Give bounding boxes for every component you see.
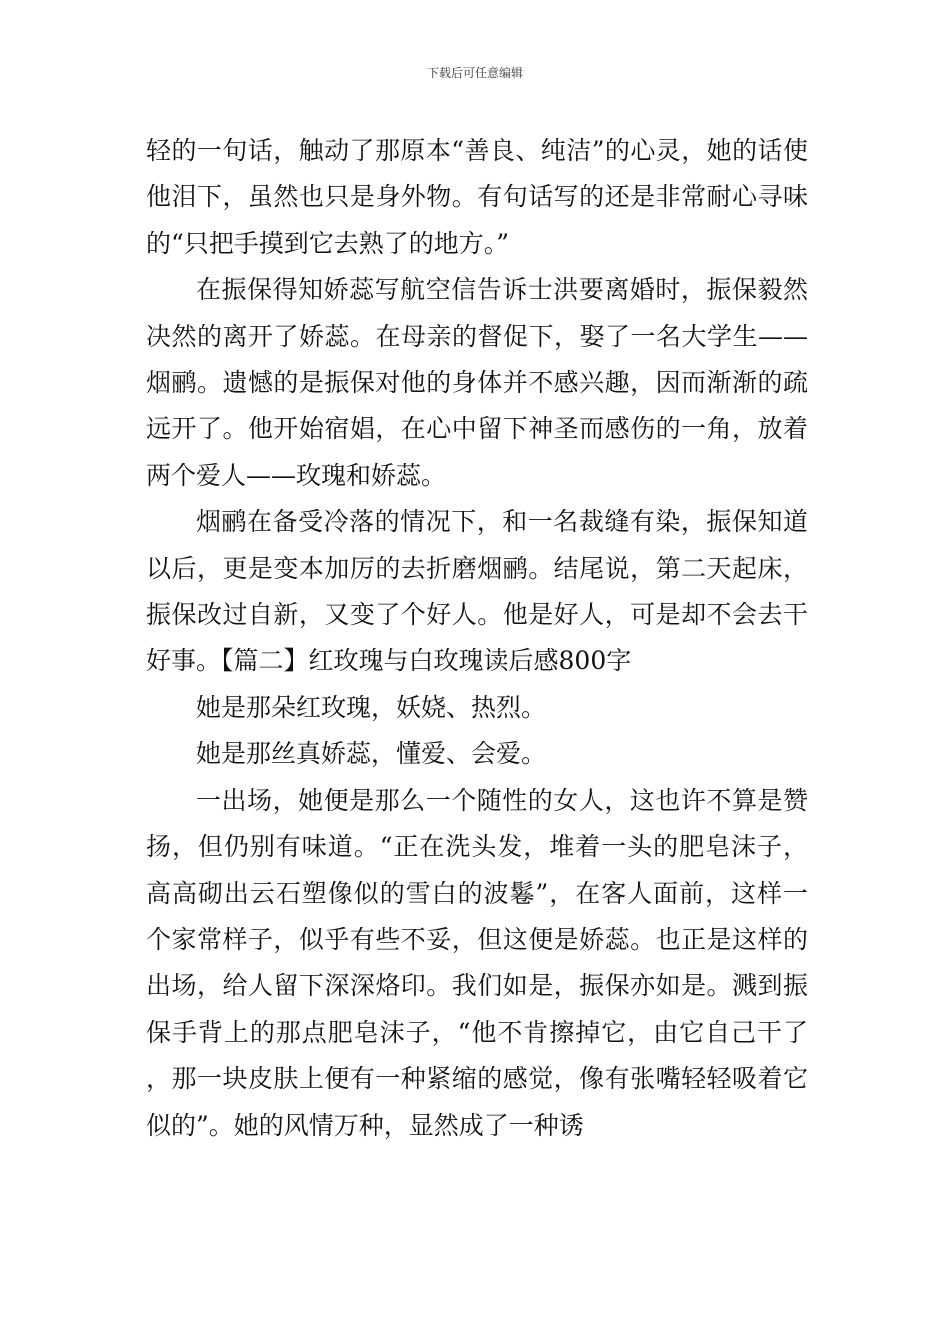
paragraph-3: 烟鹂在备受冷落的情况下，和一名裁缝有染，振保知道以后，更是变本加厉的去折磨烟鹂。结尾说，第二天起床，振保改过自新，又变了个好人。他是好人，可是却不会去干好事。【篇二】红玫瑰与白玫瑰读后感800字 [146,507,808,676]
paragraph-1: 轻的一句话，触动了那原本“善良、纯洁”的心灵，她的话使他泪下，虽然也只是身外物。有句话写的还是非常耐心寻味的“只把手摸到它去熟了的地方。” [146,136,808,258]
paragraph-5: 她是那丝真娇蕊，懂爱、会爱。 [196,739,547,769]
page-header-note: 下载后可任意编辑 [426,66,523,80]
paragraph-6: 一出场，她便是那么一个随性的女人，这也许不算是赞扬，但仍别有味道。“正在洗头发，堆着一头的肥皂沫子，高高砌出云石塑像似的雪白的波鬈”，在客人面前，这样一个家常样子，似乎有些不妥，但这便是娇蕊。也正是这样的出场，给人留下深深烙印。我们如是，振保亦如是。溅到振保手背上的那点肥皂沫子，“他不肯擦掉它，由它自己干了，那一块皮肤上便有一种紧缩的感觉，像有张嘴轻轻吸着它似的”。她的风情万种，显然成了一种诱 [146,785,808,1140]
paragraph-4: 她是那朵红玫瑰，妖娆、热烈。 [196,692,547,722]
document-body [146,128,808,1149]
paragraph-2: 在振保得知娇蕊写航空信告诉士洪要离婚时，振保毅然决然的离开了娇蕊。在母亲的督促下，娶了一名大学生——烟鹂。遗憾的是振保对他的身体并不感兴趣，因而渐渐的疏远开了。他开始宿娼，在心中留下神圣而感伤的一角，放着两个爱人——玫瑰和娇蕊。 [146,275,808,490]
